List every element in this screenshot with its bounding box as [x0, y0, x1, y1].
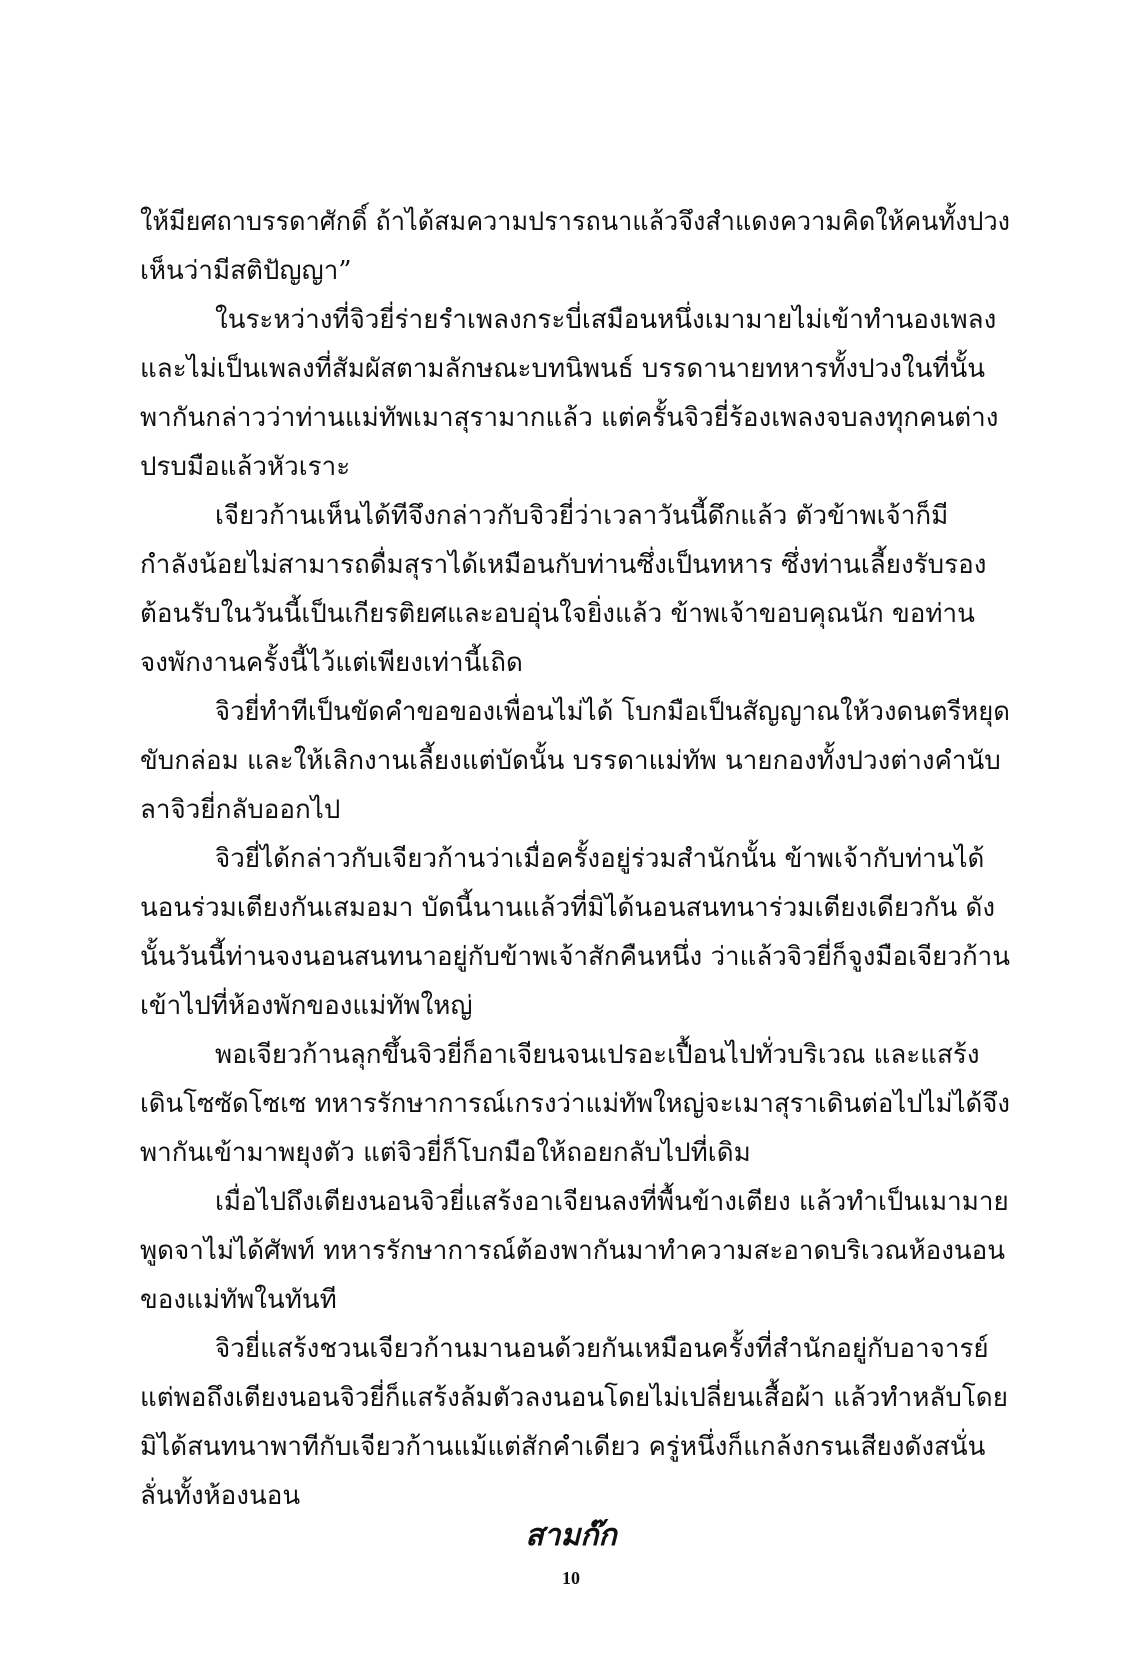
text-line: ขับกล่อม และให้เลิกงานเลี้ยงแต่บัดนั้น บรรดาแม่ทัพ นายกองทั้งปวงต่างคำนับ: [140, 746, 1001, 776]
text-line: ต้อนรับในวันนี้เป็นเกียรติยศและอบอุ่นใจยิ่งแล้ว ข้าพเจ้าขอบคุณนัก ขอท่าน: [140, 599, 975, 629]
text-line: พอเจียวก้านลุกขึ้นจิวยี่ก็อาเจียนจนเปรอะเปื้อนไปทั่วบริเวณ และแสร้ง: [215, 1040, 980, 1070]
text-line: จิวยี่ทำทีเป็นขัดคำขอของเพื่อนไม่ได้ โบกมือเป็นสัญญาณให้วงดนตรีหยุด: [215, 697, 1010, 727]
footer-book-title: สามก๊ก: [525, 1518, 617, 1553]
text-line: กำลังน้อยไม่สามารถดื่มสุราได้เหมือนกับท่านซึ่งเป็นทหาร ซึ่งท่านเลี้ยงรับรอง: [140, 550, 987, 580]
text-line: นั้นวันนี้ท่านจงนอนสนทนาอยู่กับข้าพเจ้าสักคืนหนึ่ง ว่าแล้วจิวยี่ก็จูงมือเจียวก้าน: [140, 942, 1010, 972]
text-line: ของแม่ทัพในทันที: [140, 1285, 337, 1315]
text-line: พากันเข้ามาพยุงตัว แต่จิวยี่ก็โบกมือให้ถอยกลับไปที่เดิม: [140, 1138, 751, 1168]
text-line: เข้าไปที่ห้องพักของแม่ทัพใหญ่: [140, 991, 473, 1021]
text-line: เห็นว่ามีสติปัญญา”: [140, 256, 352, 286]
text-line: ในระหว่างที่จิวยี่ร่ายรำเพลงกระบี่เสมือนหนึ่งเมามายไม่เข้าทำนองเพลง: [215, 305, 997, 335]
text-line: ลั่นทั้งห้องนอน: [140, 1481, 301, 1511]
text-line: ปรบมือแล้วหัวเราะ: [140, 452, 351, 482]
text-line: เจียวก้านเห็นได้ทีจึงกล่าวกับจิวยี่ว่าเวลาวันนี้ดึกแล้ว ตัวข้าพเจ้าก็มี: [215, 501, 949, 531]
text-line: และไม่เป็นเพลงที่สัมผัสตามลักษณะบทนิพนธ์ บรรดานายทหารทั้งปวงในที่นั้น: [140, 354, 986, 384]
text-line: พูดจาไม่ได้ศัพท์ ทหารรักษาการณ์ต้องพากันมาทำความสะอาดบริเวณห้องนอน: [140, 1236, 1006, 1266]
text-line: จงพักงานครั้งนี้ไว้แต่เพียงเท่านี้เถิด: [140, 648, 523, 678]
text-line: เดินโซซัดโซเซ ทหารรักษาการณ์เกรงว่าแม่ทัพใหญ่จะเมาสุราเดินต่อไปไม่ได้จึง: [140, 1089, 1010, 1119]
text-line: ให้มียศถาบรรดาศักดิ์ ถ้าได้สมความปรารถนาแล้วจึงสำแดงความคิดให้คนทั้งปวง: [140, 207, 1010, 237]
body-text: [140, 198, 1010, 1521]
page-number: 10: [562, 1568, 580, 1588]
text-line: พากันกล่าวว่าท่านแม่ทัพเมาสุรามากแล้ว แต่ครั้นจิวยี่ร้องเพลงจบลงทุกคนต่าง: [140, 403, 999, 433]
text-line: จิวยี่ได้กล่าวกับเจียวก้านว่าเมื่อครั้งอยู่ร่วมสำนักนั้น ข้าพเจ้ากับท่านได้: [215, 844, 985, 874]
text-line: แต่พอถึงเตียงนอนจิวยี่ก็แสร้งล้มตัวลงนอนโดยไม่เปลี่ยนเสื้อผ้า แล้วทำหลับโดย: [140, 1383, 1008, 1413]
text-line: เมื่อไปถึงเตียงนอนจิวยี่แสร้งอาเจียนลงที่พื้นข้างเตียง แล้วทำเป็นเมามาย: [215, 1187, 1009, 1217]
text-line: นอนร่วมเตียงกันเสมอมา บัดนี้นานแล้วที่มิได้นอนสนทนาร่วมเตียงเดียวกัน ดัง: [140, 893, 996, 923]
text-line: จิวยี่แสร้งชวนเจียวก้านมานอนด้วยกันเหมือนครั้งที่สำนักอยู่กับอาจารย์: [215, 1334, 989, 1364]
text-line: มิได้สนทนาพาทีกับเจียวก้านแม้แต่สักคำเดียว ครู่หนึ่งก็แกล้งกรนเสียงดังสนั่น: [140, 1432, 986, 1462]
text-line: ลาจิวยี่กลับออกไป: [140, 795, 341, 825]
